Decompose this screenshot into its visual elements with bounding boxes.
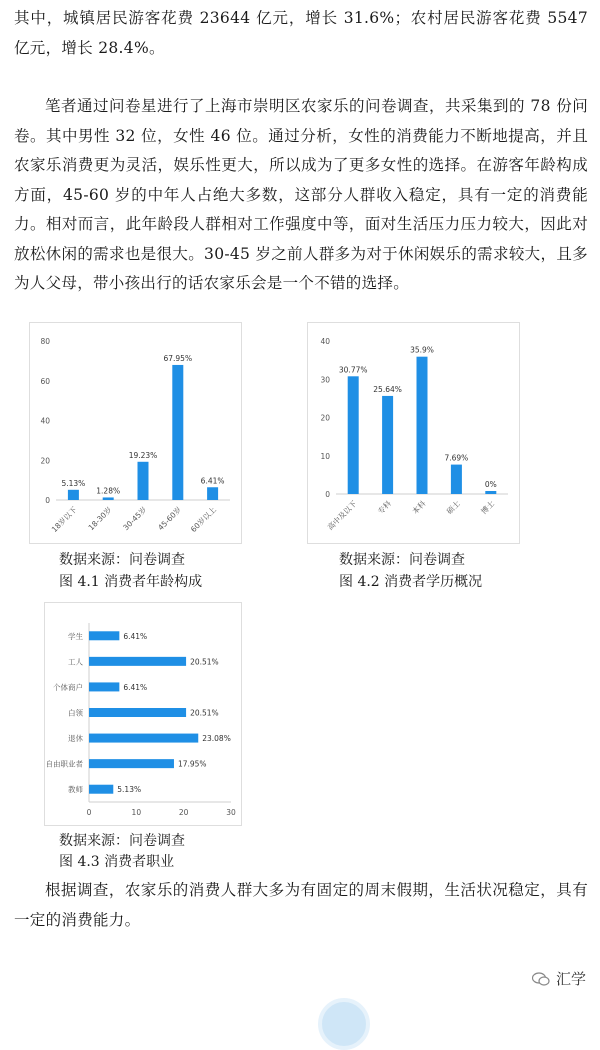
x-tick-label: 30-45岁 [121, 505, 149, 533]
paragraph-2: 笔者通过问卷星进行了上海市崇明区农家乐的问卷调查，共采集到的 78 份问卷。其中男性 32 位，女性 46 位。通过分析，女性的消费能力不断地提高，并且农家乐消费更为灵活，娱乐性更大，所以成为了更多女性的选择。在游客年龄构成方面，45-60 岁的中年人占绝大多数，这部分人群收入稳定，具有一定的消费能力。相对而言，此年龄段人群相对工作强度中等，面对生活压力压力较大，因此对放松休闲的需求也是很大。30-45 岁之前人群多为对于休闲娱乐的需求较大，且多为人父母，带小孩出行的话农家乐会是一个不错的选择。 [14, 97, 588, 292]
y-tick-label: 40 [320, 337, 330, 346]
data-label: 7.69% [444, 453, 469, 463]
y-tick-label: 0 [45, 496, 50, 505]
data-label: 20.51% [190, 657, 219, 667]
y-tick-label: 退休 [68, 734, 83, 744]
data-label: 35.9% [410, 345, 434, 355]
x-tick-label: 60岁以上 [188, 505, 219, 535]
data-label: 30.77% [338, 365, 368, 375]
data-label: 25.64% [373, 384, 402, 394]
bar [103, 497, 114, 500]
y-tick-label: 20 [40, 456, 50, 466]
bar [417, 357, 428, 494]
data-label: 23.08% [202, 734, 231, 744]
x-tick-label: 0 [86, 808, 92, 817]
chart-education-box [307, 322, 520, 544]
y-tick-label: 个体商户 [53, 682, 83, 692]
x-tick-label: 45-60岁 [156, 505, 184, 533]
scroll-top-button[interactable] [318, 998, 370, 1050]
x-tick-label: 博士 [479, 499, 497, 517]
data-label: 5.13% [61, 478, 86, 488]
bar [172, 365, 183, 500]
bar [207, 487, 218, 500]
x-tick-label: 专科 [376, 499, 394, 517]
paragraph-3: 根据调查，农家乐的消费人群大多为有固定的周末假期，生活状况稳定，具有一定的消费能力。 [14, 881, 588, 929]
data-label: 67.95% [163, 353, 193, 363]
data-label: 19.23% [128, 450, 158, 460]
fig1-caption: 图 4.1 消费者年龄构成 [59, 574, 203, 590]
y-tick-label: 白领 [68, 708, 83, 718]
data-label: 5.13% [117, 785, 142, 795]
footer-brand-label: 汇学 [555, 970, 586, 988]
bar [89, 631, 119, 640]
bar [89, 682, 119, 691]
fig2-source: 数据来源：问卷调查 [339, 552, 465, 568]
data-label: 20.51% [190, 708, 219, 718]
y-tick-label: 60 [40, 376, 50, 386]
bar [89, 759, 174, 768]
x-tick-label: 30 [226, 808, 236, 817]
data-label: 6.41% [200, 476, 225, 486]
y-tick-label: 教师 [68, 785, 83, 795]
x-tick-label: 18岁以下 [49, 505, 79, 535]
y-tick-label: 80 [40, 337, 50, 346]
bar [485, 491, 496, 494]
data-label: 1.28% [96, 486, 121, 496]
x-tick-label: 本科 [410, 499, 428, 517]
bar [138, 462, 149, 500]
chart-occupation-box [44, 602, 242, 826]
bar [68, 490, 79, 500]
chart-age-composition [30, 323, 241, 543]
y-tick-label: 20 [320, 413, 330, 423]
y-tick-label: 40 [40, 416, 50, 426]
bar [348, 376, 359, 494]
y-tick-label: 自由职业者 [45, 759, 83, 769]
fig2-caption: 图 4.2 消费者学历概况 [339, 574, 483, 590]
x-tick-label: 硕士 [444, 499, 462, 517]
bar [89, 708, 186, 717]
y-tick-label: 学生 [68, 631, 83, 641]
data-label: 6.41% [123, 631, 148, 641]
bar [451, 465, 462, 494]
x-tick-label: 高中及以下 [325, 499, 359, 532]
data-label: 17.95% [177, 759, 207, 769]
fig1-source: 数据来源：问卷调查 [59, 552, 185, 568]
y-tick-label: 10 [320, 451, 330, 461]
x-tick-label: 18-30岁 [86, 505, 114, 533]
data-label: 6.41% [123, 682, 148, 692]
paragraph-1: 其中，城镇居民游客花费 23644 亿元，增长 31.6%；农村居民游客花费 5547 亿元，增长 28.4%。 [14, 9, 588, 57]
y-tick-label: 工人 [68, 657, 83, 667]
chart-occupation [45, 603, 241, 825]
y-tick-label: 30 [320, 375, 330, 385]
footer-brand [532, 968, 586, 989]
bar [89, 657, 186, 666]
y-tick-label: 0 [325, 490, 330, 499]
bar [382, 396, 393, 494]
data-label: 0% [484, 480, 497, 489]
fig3-source: 数据来源：问卷调查 [59, 833, 185, 849]
x-tick-label: 20 [178, 808, 189, 817]
wechat-icon [532, 972, 550, 986]
bar [89, 785, 113, 794]
chart-education-overview [308, 323, 519, 543]
fig3-caption: 图 4.3 消费者职业 [59, 854, 175, 870]
bar [89, 734, 198, 743]
x-tick-label: 10 [131, 808, 142, 817]
chart-age-box [29, 322, 242, 544]
